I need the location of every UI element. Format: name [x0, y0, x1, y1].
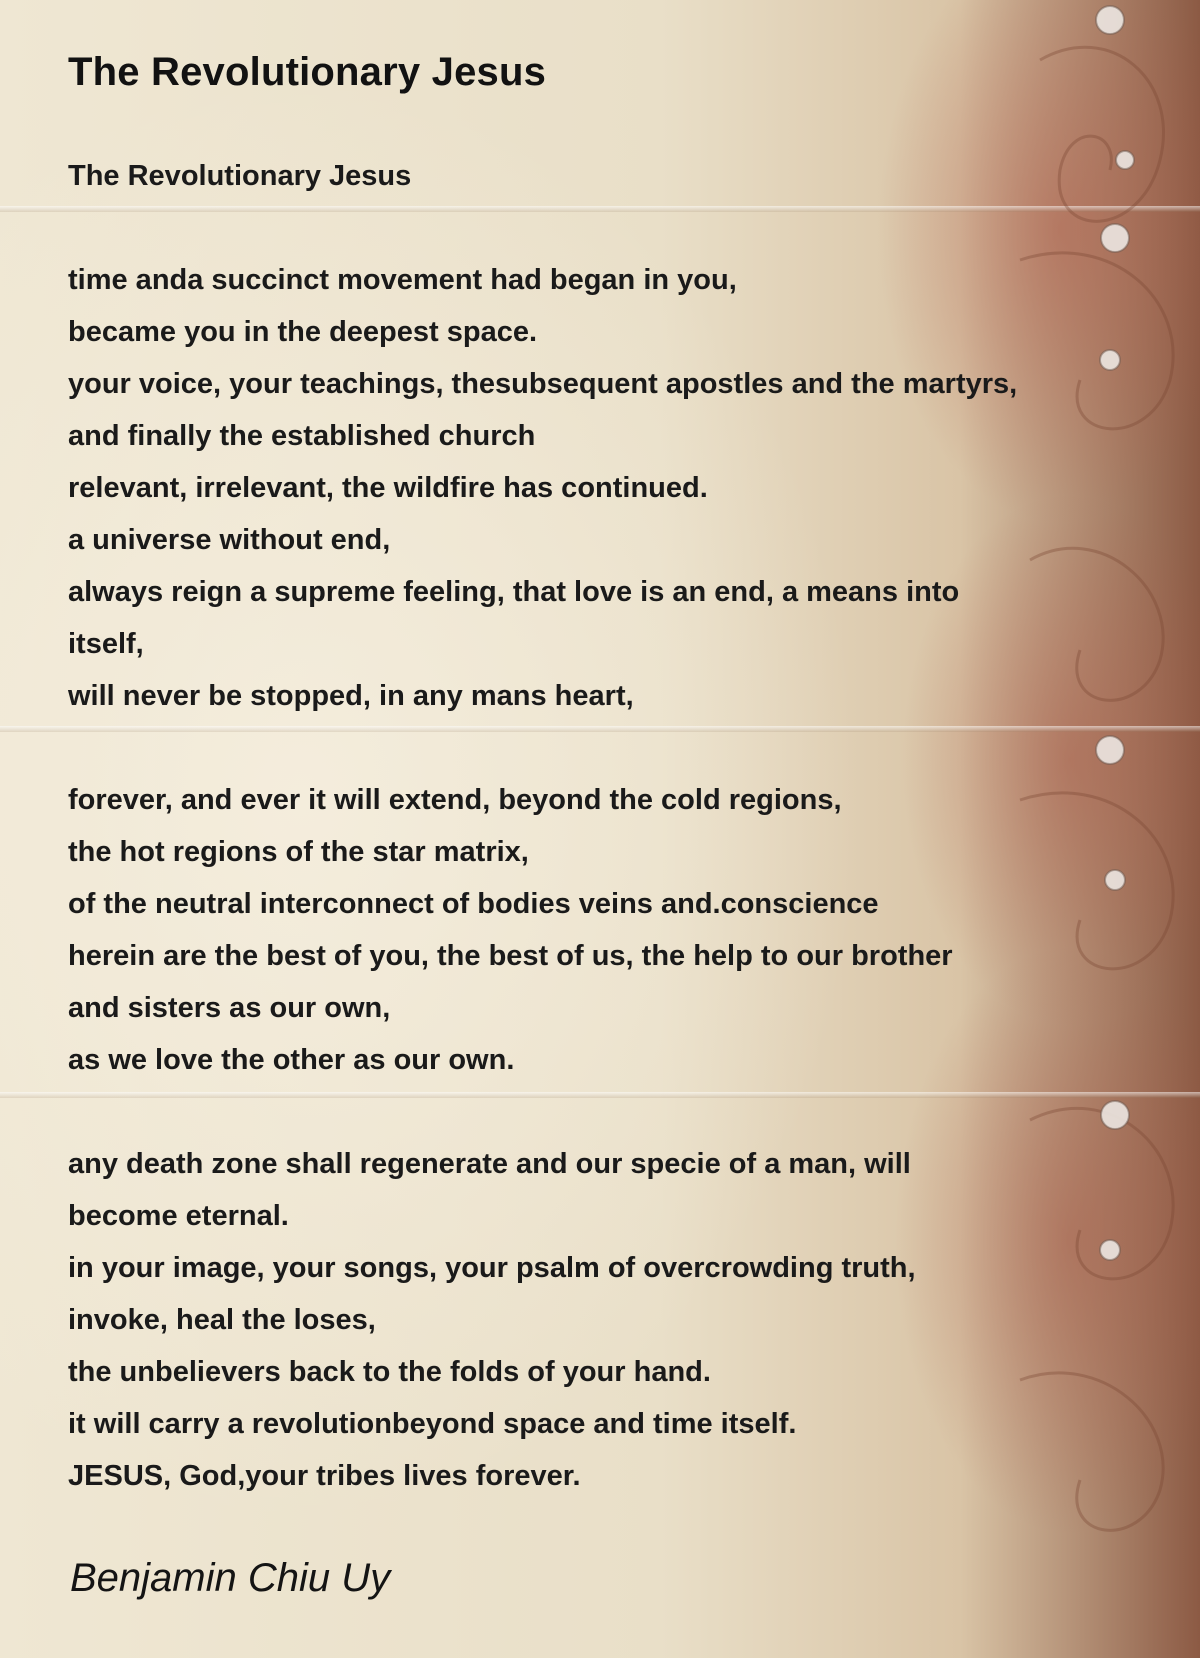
poem-line: of the neutral interconnect of bodies veins and.conscience: [68, 888, 879, 920]
stanza-2: [68, 774, 1148, 1086]
poem-line: always reign a supreme feeling, that love is an end, a means into: [68, 576, 960, 608]
poem-line: and finally the established church: [68, 420, 536, 452]
poem-line: time anda succinct movement had began in you,: [68, 264, 737, 296]
poem-line: will never be stopped, in any mans heart,: [68, 680, 634, 712]
poem-line: the hot regions of the star matrix,: [68, 836, 529, 868]
poem-author: Benjamin Chiu Uy: [70, 1556, 391, 1600]
poem-subtitle: The Revolutionary Jesus: [68, 160, 412, 192]
poem-line: any death zone shall regenerate and our specie of a man, will: [68, 1148, 911, 1180]
poem-line: it will carry a revolutionbeyond space and time itself.: [68, 1408, 797, 1440]
poem-line: your voice, your teachings, thesubsequent apostles and the martyrs,: [68, 368, 1018, 400]
poem-line: herein are the best of you, the best of us, the help to our brother: [68, 940, 953, 972]
poem-line: and sisters as our own,: [68, 992, 391, 1024]
poem-line: JESUS, God,your tribes lives forever.: [68, 1460, 581, 1492]
poem-line: itself,: [68, 628, 144, 660]
poem-line: relevant, irrelevant, the wildfire has continued.: [68, 472, 708, 504]
poem-line: invoke, heal the loses,: [68, 1304, 376, 1336]
poem-line: the unbelievers back to the folds of your hand.: [68, 1356, 711, 1388]
poem-line: a universe without end,: [68, 524, 391, 556]
poem-line: become eternal.: [68, 1200, 289, 1232]
poem-line: forever, and ever it will extend, beyond the cold regions,: [68, 784, 842, 816]
page-title: The Revolutionary Jesus: [68, 50, 547, 94]
poem-line: became you in the deepest space.: [68, 316, 538, 348]
poem-body: [68, 150, 1148, 1554]
stanza-3: [68, 1138, 1148, 1502]
poem-line: as we love the other as our own.: [68, 1044, 515, 1076]
poem-subtitle-block: [68, 150, 1148, 202]
stanza-1: [68, 254, 1148, 722]
poem-line: in your image, your songs, your psalm of overcrowding truth,: [68, 1252, 916, 1284]
